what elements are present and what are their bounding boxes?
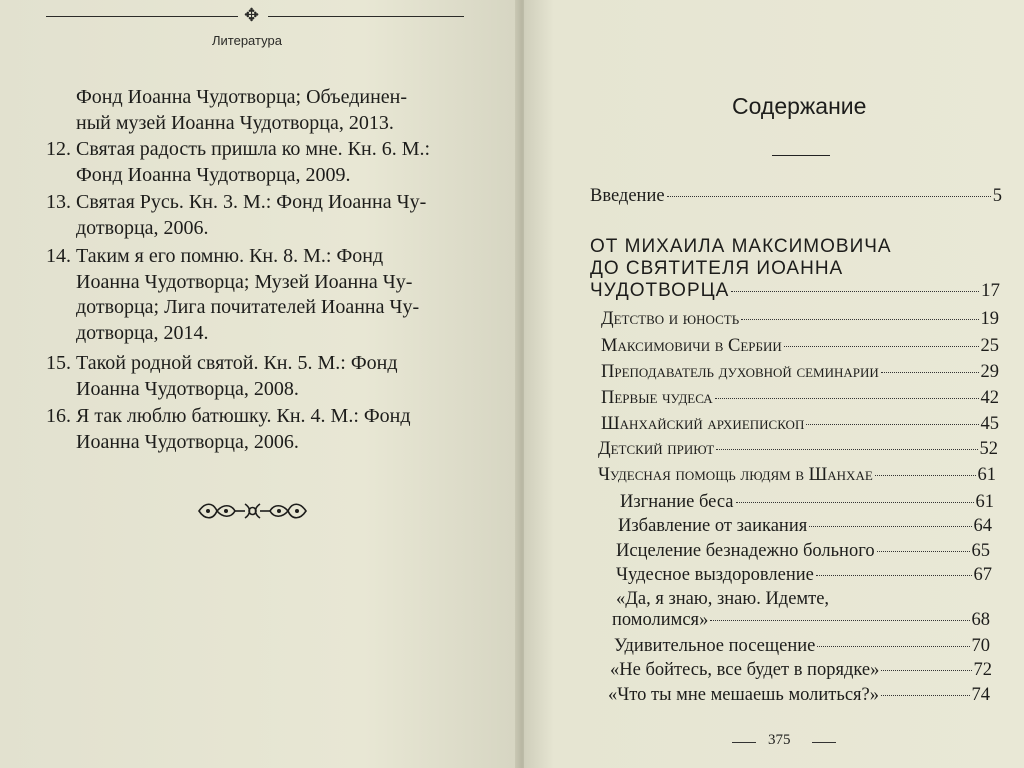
toc-label: Введение <box>590 186 665 206</box>
toc-page-number: 19 <box>980 309 999 329</box>
header-rule-right <box>268 16 464 17</box>
toc-label: Преподаватель духовной семинарии <box>601 362 879 382</box>
toc-label: Шанхайский архиепископ <box>601 414 805 434</box>
bib-line: дотворца, 2006. <box>76 216 209 239</box>
bib-entry-11-cont <box>46 85 466 136</box>
toc-label: Чудесная помощь людям в Шанхае <box>598 465 873 485</box>
bib-number: 16. <box>46 405 71 427</box>
toc-row-intro[interactable] <box>590 186 1002 207</box>
toc-row-chapter[interactable] <box>601 336 999 357</box>
toc-row-subchapter[interactable] <box>618 516 992 537</box>
toc-label: Избавление от заикания <box>618 516 808 536</box>
bib-line: ный музей Иоанна Чудотворца, 2013. <box>76 111 394 134</box>
toc-label: Изгнание беса <box>620 492 734 512</box>
toc-label: Максимовичи в Сербии <box>601 336 782 356</box>
bib-line: Фонд Иоанна Чудотворца; Объединен- <box>76 86 408 108</box>
dot-leader <box>875 475 976 476</box>
toc-label: «Что ты мне мешаешь молиться?» <box>608 685 880 705</box>
toc-label: Исцеление безнадежно больного <box>616 541 875 561</box>
bib-line: Такой родной святой. Кн. 5. М.: Фонд <box>76 352 398 374</box>
toc-label: Детство и юность <box>601 309 740 329</box>
toc-row-multiline-last[interactable] <box>612 610 990 631</box>
toc-row-multiline-first[interactable] <box>616 589 829 610</box>
dot-leader <box>881 695 969 696</box>
dot-leader <box>806 424 978 425</box>
toc-label: ЧУДОТВОРЦА <box>590 280 730 301</box>
dot-leader <box>784 346 979 347</box>
toc-row-subchapter[interactable] <box>620 492 994 513</box>
dot-leader <box>667 196 991 197</box>
toc-page-number: 70 <box>971 636 990 656</box>
bib-entry-12 <box>46 137 466 188</box>
toc-page-number: 29 <box>980 362 999 382</box>
toc-page-number: 72 <box>973 660 992 680</box>
page-number: 375 <box>768 732 791 748</box>
dot-leader <box>731 291 979 292</box>
dot-leader <box>736 502 974 503</box>
toc-page-number: 61 <box>975 492 994 512</box>
bib-entry-13 <box>46 190 466 241</box>
toc-label: «Не бойтесь, все будет в порядке» <box>610 660 880 680</box>
toc-row-subchapter[interactable] <box>610 660 992 681</box>
dot-leader <box>741 319 978 320</box>
dot-leader <box>881 372 979 373</box>
toc-page-number: 17 <box>981 280 1000 301</box>
toc-row-chapter[interactable] <box>601 362 999 383</box>
dot-leader <box>816 575 972 576</box>
bib-number: 13. <box>46 191 71 213</box>
toc-row-chapter[interactable] <box>601 388 999 409</box>
bib-number: 12. <box>46 138 71 160</box>
bib-entry-15 <box>46 351 466 402</box>
running-head: Литература <box>212 33 282 48</box>
bib-line: Святая радость пришла ко мне. Кн. 6. М.: <box>76 138 431 160</box>
bib-line: Иоанна Чудотворца, 2006. <box>76 430 299 453</box>
toc-row-chapter[interactable] <box>598 465 996 486</box>
toc-row-chapter[interactable] <box>601 309 999 330</box>
bib-line: Фонд Иоанна Чудотворца, 2009. <box>76 163 351 186</box>
toc-row-subchapter[interactable] <box>616 541 990 562</box>
toc-label: Чудесное выздоровление <box>616 565 814 585</box>
toc-page-number: 52 <box>979 439 998 459</box>
toc-row-subchapter[interactable] <box>614 636 990 657</box>
bib-line: дотворца; Лига почитателей Иоанна Чу- <box>76 296 420 318</box>
toc-row-subchapter[interactable] <box>616 565 992 586</box>
footer-rule-left <box>732 742 756 743</box>
dot-leader <box>715 398 979 399</box>
section-heading-line: ДО СВЯТИТЕЛЯ ИОАННА <box>590 258 844 279</box>
dot-leader <box>809 526 971 527</box>
dot-leader <box>881 670 971 671</box>
bib-number: 14. <box>46 245 71 267</box>
toc-label: «Да, я знаю, знаю. Идемте, <box>616 589 830 609</box>
toc-page-number: 45 <box>980 414 999 434</box>
bib-line: Таким я его помню. Кн. 8. М.: Фонд <box>76 245 384 267</box>
bib-line: Святая Русь. Кн. 3. М.: Фонд Иоанна Чу- <box>76 191 427 213</box>
toc-page-number: 25 <box>980 336 999 356</box>
toc-title: Содержание <box>732 93 867 119</box>
dot-leader <box>877 551 970 552</box>
bib-line: Я так люблю батюшку. Кн. 4. М.: Фонд <box>76 405 411 427</box>
toc-row-subchapter[interactable] <box>608 685 990 706</box>
bib-entry-16 <box>46 404 466 455</box>
toc-page-number: 67 <box>973 565 992 585</box>
toc-page-number: 74 <box>971 685 990 705</box>
section-heading-line: ОТ МИХАИЛА МАКСИМОВИЧА <box>590 236 892 257</box>
toc-label: помолимся» <box>612 610 709 630</box>
bib-entry-14 <box>46 244 466 346</box>
floral-ornament-icon <box>195 498 310 524</box>
bib-line: Иоанна Чудотворца; Музей Иоанна Чу- <box>76 270 413 293</box>
bib-line: дотворца, 2014. <box>76 321 209 344</box>
footer-rule-right <box>812 742 836 743</box>
toc-page-number: 65 <box>971 541 990 561</box>
toc-label: Удивительное посещение <box>614 636 816 656</box>
bib-number: 15. <box>46 352 71 374</box>
dot-leader <box>817 646 969 647</box>
toc-row-chapter[interactable] <box>598 439 998 460</box>
dot-leader <box>716 449 977 450</box>
toc-page-number: 61 <box>977 465 996 485</box>
toc-page-number: 42 <box>980 388 999 408</box>
toc-page-number: 68 <box>971 610 990 630</box>
cross-icon: ✥ <box>244 5 260 25</box>
show-through-text <box>40 95 46 129</box>
toc-label: Первые чудеса <box>601 388 713 408</box>
header-rule-left <box>46 16 238 17</box>
title-rule <box>772 155 830 156</box>
toc-page-number: 64 <box>973 516 992 536</box>
toc-row-chapter[interactable] <box>601 414 999 435</box>
bib-line: Иоанна Чудотворца, 2008. <box>76 377 299 400</box>
toc-label: Детский приют <box>598 439 715 459</box>
dot-leader <box>710 620 969 621</box>
toc-page-number: 5 <box>992 186 1002 206</box>
toc-row-section[interactable] <box>590 280 1000 302</box>
